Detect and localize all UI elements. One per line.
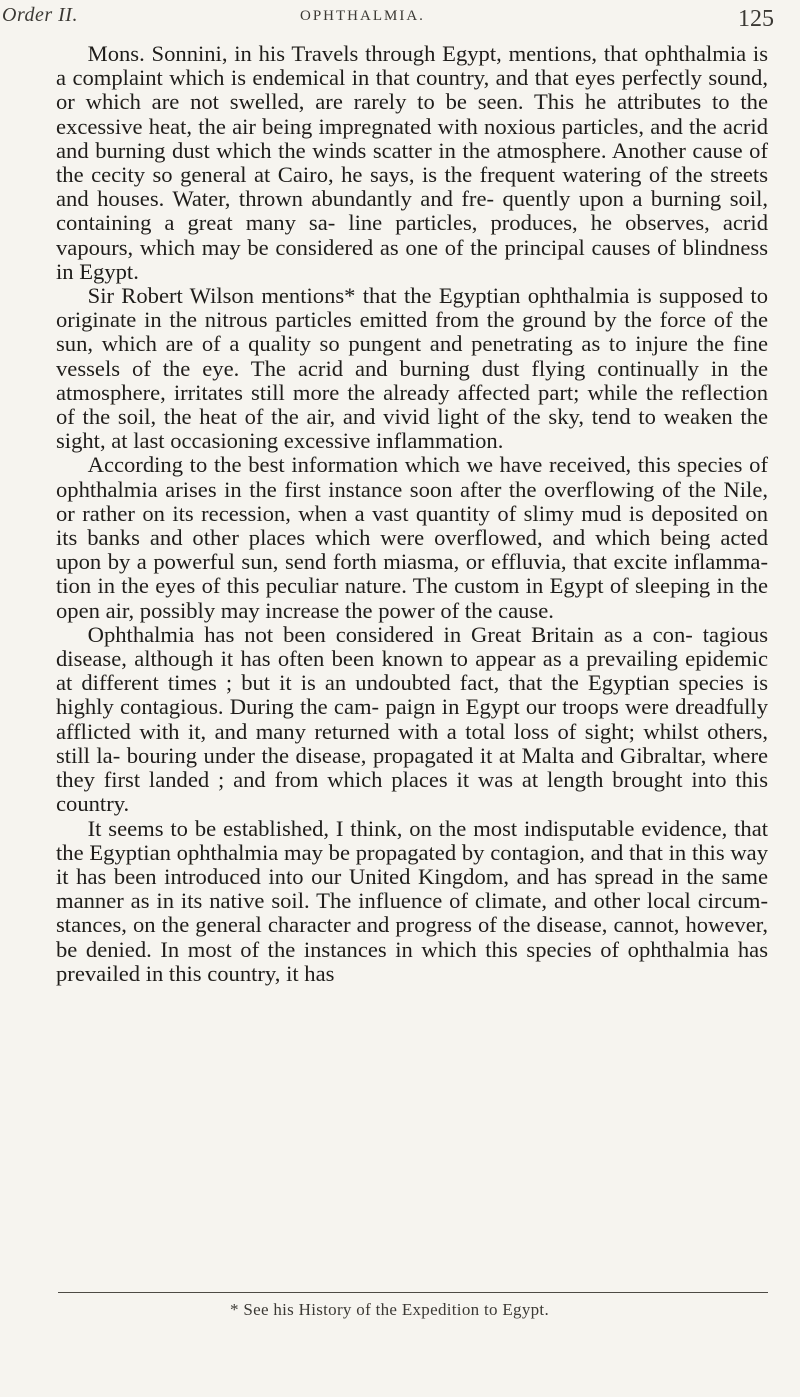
- page-number: 125: [738, 6, 774, 32]
- paragraph-contagion: Ophthalmia has not been considered in Great Britain as a con- tagious disease, although it has often been known to appear as a prevailing epidemic at different times ; but it is an undoubted fact, that the Egyptian species is highly contagious. During the cam- paign in Egypt our troops were dreadfully afflicted with it, and many returned with a total loss of sight; whilst others, still la- bouring under the disease, propagated it at Malta and Gibraltar, where they first landed ; and from which places it was at length brought into this country.: [56, 621, 768, 817]
- running-head-order: Order II.: [2, 4, 78, 26]
- body-text: [56, 42, 768, 986]
- running-head-title: OPHTHALMIA.: [300, 8, 425, 24]
- footnote: * See his History of the Expedition to Egypt.: [230, 1300, 549, 1319]
- paragraph-sonnini: Mons. Sonnini, in his Travels through Egypt, mentions, that ophthalmia is a complaint which is endemical in that country, and that eyes perfectly sound, or which are not swelled, are rarely to be seen. This he attributes to the excessive heat, the air being impregnated with noxious particles, and the acrid and burning dust which the winds scatter in the atmosphere. Another cause of the cecity so general at Cairo, he says, is the frequent watering of the streets and houses. Water, thrown abundantly and fre- quently upon a burning soil, containing a great many sa- line particles, produces, he observes, acrid vapours, which may be considered as one of the principal causes of blindness in Egypt.: [56, 41, 768, 284]
- paragraph-wilson: Sir Robert Wilson mentions* that the Egyptian ophthalmia is supposed to originate in the nitrous particles emitted from the ground by the force of the sun, which are of a quality so pungent and penetrating as to injure the fine vessels of the eye. The acrid and burning dust flying continually in the atmosphere, irritates still more the already affected part; while the reflection of the soil, the heat of the air, and vivid light of the sky, tend to weaken the sight, at last occasioning excessive inflammation.: [56, 283, 768, 454]
- running-head: [0, 4, 800, 34]
- paragraph-evidence: It seems to be established, I think, on the most indisputable evidence, that the Egyptian ophthalmia may be propagated by contagion, and that in this way it has been introduced into our United Kingdom, and has spread in the same manner as in its native soil. The influence of climate, and other local circum- stances, on the general character and progress of the disease, cannot, however, be denied. In most of the instances in which this species of ophthalmia has prevailed in this country, it has: [56, 815, 768, 986]
- paragraph-nile: According to the best information which we have received, this species of ophthalmia arises in the first instance soon after the overflowing of the Nile, or rather on its recession, when a vast quantity of slimy mud is deposited on its banks and other places which were overflowed, and which being acted upon by a powerful sun, send forth miasma, or effluvia, that excite inflamma- tion in the eyes of this peculiar nature. The custom in Egypt of sleeping in the open air, possibly may increase the power of the cause.: [56, 452, 768, 623]
- footnote-divider: [58, 1292, 768, 1293]
